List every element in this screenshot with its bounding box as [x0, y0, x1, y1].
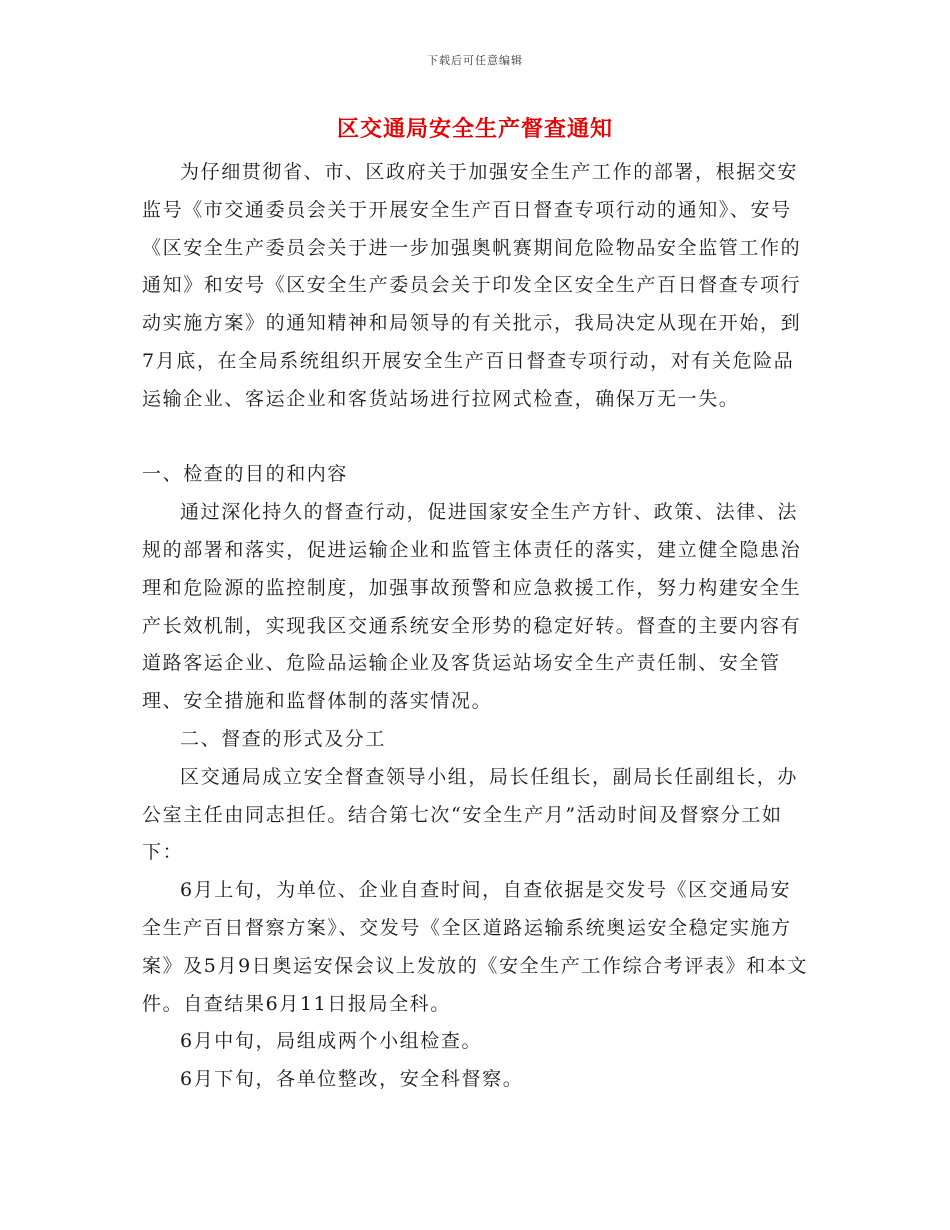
document-title: 区交通局安全生产督查通知: [336, 116, 613, 142]
section-body-purpose: 通过深化持久的督查行动，促进国家安全生产方针、政策、法律、法规的部署和落实，促进运输企业和监管主体责任的落实，建立健全隐患治理和危险源的监控制度，加强事故预警和应急救援工作，努力构建安全生产长效机制，实现我区交通系统安全形势的稳定好转。督查的主要内容有道路客运企业、危险品运输企业及客货运站场安全生产责任制、安全管理、安全措施和监督体制的落实情况。: [142, 501, 802, 713]
section-heading-form: 二、督查的形式及分工: [180, 727, 387, 750]
document-body: [142, 154, 810, 1099]
schedule-early-june: 6月上旬，为单位、企业自查时间，自查依据是交发号《区交通局安全生产百日督察方案》、交发号《全区道路运输系统奥运安全稳定实施方案》及5月9日奥运安保会议上发放的《安全生产工作综合考评表》和本文件。自查结果6月11日报局全科。: [142, 879, 808, 1015]
header-note: 下载后可任意编辑: [427, 54, 523, 67]
section-heading-purpose: 一、检查的目的和内容: [142, 463, 349, 486]
section-body-form: 区交通局成立安全督查领导小组，局长任组长，副局长任副组长，办公室主任由同志担任。结合第七次“安全生产月”活动时间及督察分工如下：: [142, 765, 799, 864]
paragraph-gap: [142, 419, 810, 457]
schedule-late-june: 6月下旬，各单位整改，安全科督察。: [180, 1068, 524, 1091]
schedule-mid-june: 6月中旬，局组成两个小组检查。: [180, 1030, 483, 1053]
intro-paragraph: 为仔细贯彻省、市、区政府关于加强安全生产工作的部署，根据交安监号《市交通委员会关于开展安全生产百日督查专项行动的通知》、安号《区安全生产委员会关于进一步加强奥帆赛期间危险物品安全监管工作的通知》和安号《区安全生产委员会关于印发全区安全生产百日督查专项行动实施方案》的通知精神和局领导的有关批示，我局决定从现在开始，到7月底，在全局系统组织开展安全生产百日督查专项行动，对有关危险品运输企业、客运企业和客货站场进行拉网式检查，确保万无一失。: [142, 161, 802, 410]
